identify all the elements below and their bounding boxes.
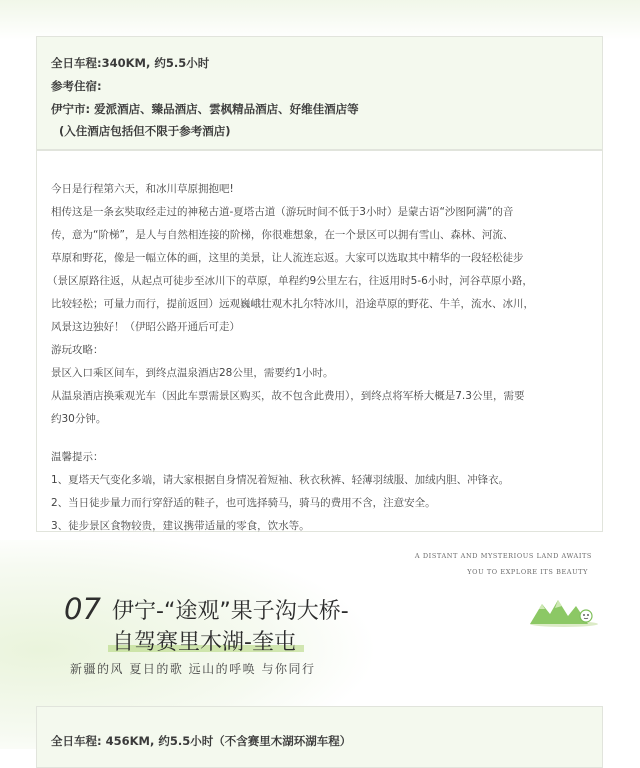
- day-subtitle: 新疆的风 夏日的歌 远山的呼唤 与你同行: [70, 662, 316, 676]
- info-card-bottom: [36, 706, 603, 768]
- guide-heading: 游玩攻略：: [51, 344, 104, 356]
- tip-item: 1、夏塔天气变化多端，请大家根据自身情况着短袖、秋衣秋裤、轻薄羽绒服、加绒内胆、冲锋衣。: [51, 474, 510, 486]
- distance-text: 全日车程:340KM, 约5.5小时: [51, 56, 210, 70]
- tips-heading: 温馨提示：: [51, 451, 104, 463]
- hotel-list: 伊宁市: 爱派酒店、臻品酒店、雲枫精品酒店、好维佳酒店等: [51, 102, 359, 116]
- paragraph-line: 相传这是一条玄奘取经走过的神秘古道-夏塔古道（游玩时间不低于3小时）是蒙古语“沙图阿满”的音: [51, 206, 514, 218]
- tip-item: 2、当日徒步量力而行穿舒适的鞋子，也可选择骑马，骑马的费用不含，注意安全。: [51, 497, 436, 509]
- guide-line: 约30分钟。: [51, 413, 107, 425]
- paragraph-line: 比较轻松；可量力而行，提前返回）远观巍峨壮观木扎尔特冰川，沿途草原的野花、牛羊，流水、冰川，: [51, 298, 534, 310]
- itinerary-card: [36, 150, 603, 532]
- hotel-note: (入住酒店包括但不限于参考酒店): [59, 124, 231, 138]
- paragraph-line: 风景这边独好！（伊昭公路开通后可走）: [51, 321, 240, 333]
- english-tagline-2: YOU TO EXPLORE ITS BEAUTY: [467, 568, 588, 576]
- lodging-label: 参考住宿:: [51, 79, 102, 93]
- tip-item: 3、徒步景区食物较贵，建议携带适量的零食，饮水等。: [51, 520, 310, 532]
- guide-line: 从温泉酒店换乘观光车（因此车票需景区购买，故不包含此费用），到终点将军桥大概是7.3公里，需要: [51, 390, 525, 402]
- intro-line: 今日是行程第六天，和冰川草原拥抱吧!: [51, 183, 234, 195]
- day-number: 07: [64, 592, 101, 626]
- paragraph-line: （景区原路往返，从起点可徒步至冰川下的草原，单程约9公里左右，往返用时5-6小时，河谷草原小路，: [47, 275, 533, 287]
- english-tagline-1: A DISTANT AND MYSTERIOUS LAND AWAITS: [414, 552, 592, 560]
- guide-line: 景区入口乘区间车，到终点温泉酒店28公里，需要约1小时。: [51, 367, 334, 379]
- distance-text: 全日车程: 456KM, 约5.5小时（不含赛里木湖环湖车程）: [51, 734, 352, 748]
- green-mountain-icon: [528, 594, 600, 632]
- paragraph-line: 传，意为“阶梯”，是人与自然相连接的阶梯，你很难想象，在一个景区可以拥有雪山、森林、河流、: [51, 229, 514, 241]
- top-background: [0, 0, 640, 40]
- info-card-top: [36, 36, 603, 150]
- paragraph-line: 草原和野花，像是一幅立体的画，这里的美景，让人流连忘返。大家可以选取其中精华的一段轻松徒步: [51, 252, 524, 264]
- day-title-line-2: 自驾赛里木湖-奎屯: [112, 630, 296, 655]
- day-title-line-1: 伊宁-“途观”果子沟大桥-: [112, 599, 349, 624]
